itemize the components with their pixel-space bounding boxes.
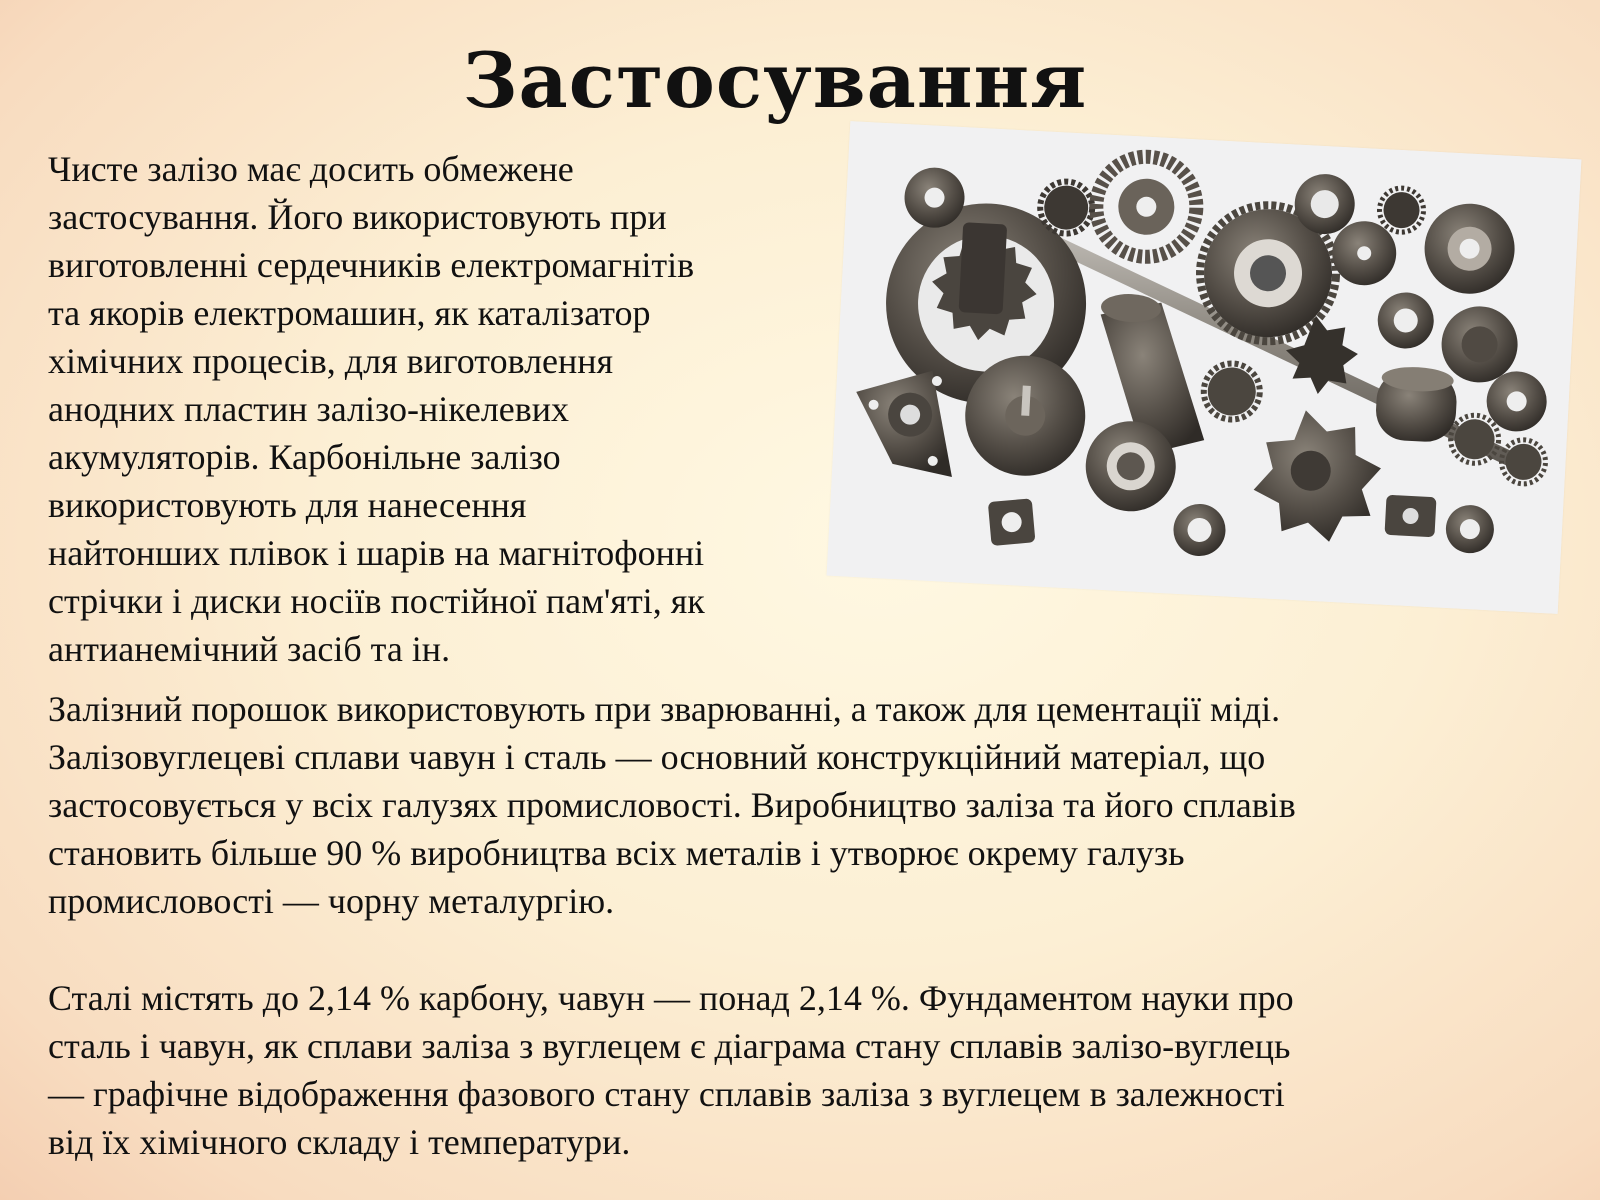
metal-parts-photo (827, 121, 1582, 614)
square-block (1384, 495, 1436, 538)
square-nut (986, 496, 1038, 548)
intro-paragraph: Чисте залізо має досить обмежене застосування. Його використовують при виготовленні сердечників електромагнітів та якорів електромашин, як каталізатор хімічних процесів, для виготовлення анодних пластин залізо-нікелевих акумуляторів. Карбонільне залізо використовують для нанесення найтонших плівок і шарів на магнітофонні стрічки і диски носіїв постійної пам'яті, як антианемічний засіб та ін. (48, 149, 705, 669)
steel-cast-iron-paragraph: Сталі містять до 2,14 % карбону, чавун — понад 2,14 %. Фундаментом науки про сталь і чавун, як сплави заліза з вуглецем є діаграма стану сплавів залізо-вуглець — графічне відображення фазового стану сплавів заліза з вуглецем в залежності від їх хімічного складу і температури. (48, 978, 1294, 1162)
slide-title: Застосування (462, 36, 1088, 125)
metal-parts-illustration (827, 121, 1582, 614)
powder-alloys-paragraph: Залізний порошок використовують при зварюванні, а також для цементації міді. Залізовуглецеві сплави чавун і сталь — основний конструкційний матеріал, що застосовується у всіх галузях промисловості. Виробництво заліза та його сплавів становить більше 90 % виробництва всіх металів і утворює окрему галузь промисловості — чорну металургію. (48, 689, 1296, 921)
sleeve-cylinder (1374, 365, 1458, 443)
